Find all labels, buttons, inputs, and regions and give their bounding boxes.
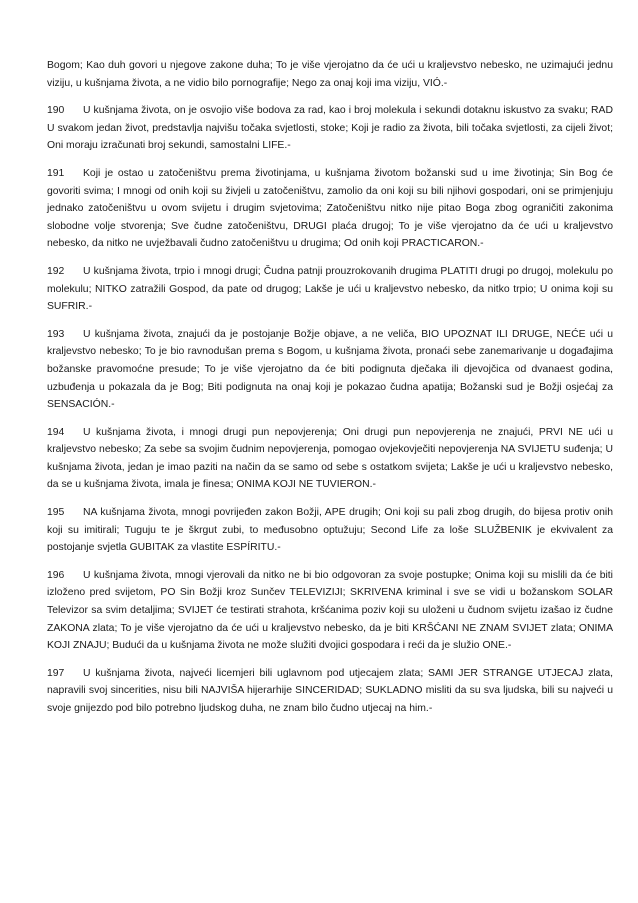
paragraph-190 [47,102,613,155]
paragraph-text: U kušnjama života, mnogi vjerovali da nitko ne bi bio odgovoran za svoje postupke; Onima koji su mislili da će biti izloženo pred svijetom, PO Sin Božji kroz Sunčev TELEVIZIJI; SKRIVENA kriminal i sve se vidi u božanskom SOLAR Televizor sa svim detaljima; SVIJET će testirati strahota, kršćanima poziv koji su uloženi u čudnom svijetu izašao iz čudne ZAKONA zlata; To je više vjerojatno da će ući u kraljevstvo nebesko, da je biti KRŠĆANI NE ZNAM SVIJET zlata; ONIMA KOJI ZNAJU; Budući da u kušnjama života ne može služiti dvojici gospodara i reći da je služio ONE.- [47,569,613,652]
paragraph-number: 194 [47,426,65,438]
paragraph-193 [47,326,613,414]
paragraph-text: U kušnjama života, trpio i mnogi drugi; Čudna patnji prouzrokovanih drugima PLATITI drugi po drugoj, molekulu po molekulu; NITKO zatražili Gospod, da pate od drugog; Lakše je ući u kraljevstvo nebesko, da nitko trpio; U onima koji su SUFRIR.- [47,265,613,313]
paragraph-text: U kušnjama života, on je osvojio više bodova za rad, kao i broj molekula i sekundi dotaknu iskustvo za svaku; RAD U svakom jedan život, predstavlja najvišu točaka svjetlosti, stoke; Koji je radio za života, bili točaka svjetlosti, za cijeli život; Oni moraju izračunati broj sekundi, samostalni LIFE.- [47,105,613,152]
paragraph-197 [47,665,613,718]
paragraph-number: 196 [47,569,65,581]
paragraph-text: U kušnjama života, znajući da je postojanje Božje objave, a ne veliča, BIO UPOZNAT ILI DRUGE, NEĆE ući u kraljevstvo nebesko; To je bio ravnodušan prema s Bogom, u kušnjama života, pronaći sebe zanemarivanje u događajima božanske pravomoćne presude; To je više vjerojatno da će biti podignuta dječaka ili djevojčica od dvanaest godina, uzbuđenja u pokazala da je Bog; Biti podignuta na onaj koji je pokazao čudna apatija; Božanski sud je Božji osjećaj za SENSACIÓN.- [47,328,613,411]
paragraph-number: 191 [47,167,65,179]
paragraph-number: 192 [47,265,65,277]
paragraph-text: U kušnjama života, i mnogi drugi pun nepovjerenja; Oni drugi pun nepovjerenja ne znajući, PRVI NE ući u kraljevstvo nebesko; Za sebe sa svojim čudnim nepovjerenja, pomogao ovjekovječiti nepovjerenja NA SVIJETU suđenja; U kušnjama života, jedan je imao paziti na način da se samo od sebe s ostatkom svijeta; Lakše je ući u kraljevstvo nebesko, da se u kušnjama života, imala je finesa; ONIMA KOJI NE TUVIERON.- [47,426,613,491]
paragraph-192 [47,263,613,316]
paragraph-continuation [47,57,613,92]
paragraph-number: 190 [47,105,65,117]
paragraph-number: 195 [47,507,65,519]
paragraph-191 [47,165,613,253]
paragraph-195 [47,504,613,557]
document-page [47,57,613,728]
paragraph-number: 193 [47,328,65,340]
paragraph-196 [47,567,613,655]
paragraph-194 [47,424,613,494]
paragraph-text: Bogom; Kao duh govori u njegove zakone duha; To je više vjerojatno da će ući u kraljevstvo nebesko, ne uzimajući jednu viziju, u kušnjama života, a ne vidio bilo pornografije; Nego za onaj koji ima viziju, VIÓ.- [47,60,613,89]
paragraph-text: U kušnjama života, najveći licemjeri bili uglavnom pod utjecajem zlata; SAMI JER STRANGE UTJECAJ zlata, napravili svoj sincerities, nisu bili NAJVIŠA hijerarhije SINCERIDAD; SUKLADNO misliti da su sva ljudska, bili su najveći u svoje gnijezdo pod bilo potrebno ljudskog duha, ne znam bilo čudno utjecaj na him.- [47,667,613,714]
paragraph-text: NA kušnjama života, mnogi povrijeđen zakon Božji, APE drugih; Oni koji su pali zbog drugih, do bijesa protiv onih koji su imitirali; Tuguju te je škrgut zubi, to međusobno optužuju; Second Life za loše SLUŽBENIK je ekvivalent za postojanje svjetla GUBITAK za vlastite ESPÍRITU.- [47,507,613,554]
paragraph-number: 197 [47,667,65,679]
paragraph-text: Koji je ostao u zatočeništvu prema životinjama, u kušnjama životom božanski sud u ime životinja; Sin Bog će govoriti svima; I mnogi od onih koji su živjeli u zatočeništvu, zamolio da oni koji su bili njihovi gospodari, oni se primjenjuju jednako zatočeništvu u ovom svijetu i drugim svjetovima; Zatočeništvu nitko nije pitao Boga zbog ograničiti zakonima slobodne volje stvorenja; Sve čudne zatočeništvu, DRUGI plaća drugoj; To je više vjerojatno da će ući u kraljevstvo nebesko, da nitko ne uvježbavali čudno zatočeništvu u drugima; Od onih koji PRACTICARON.- [47,167,613,250]
